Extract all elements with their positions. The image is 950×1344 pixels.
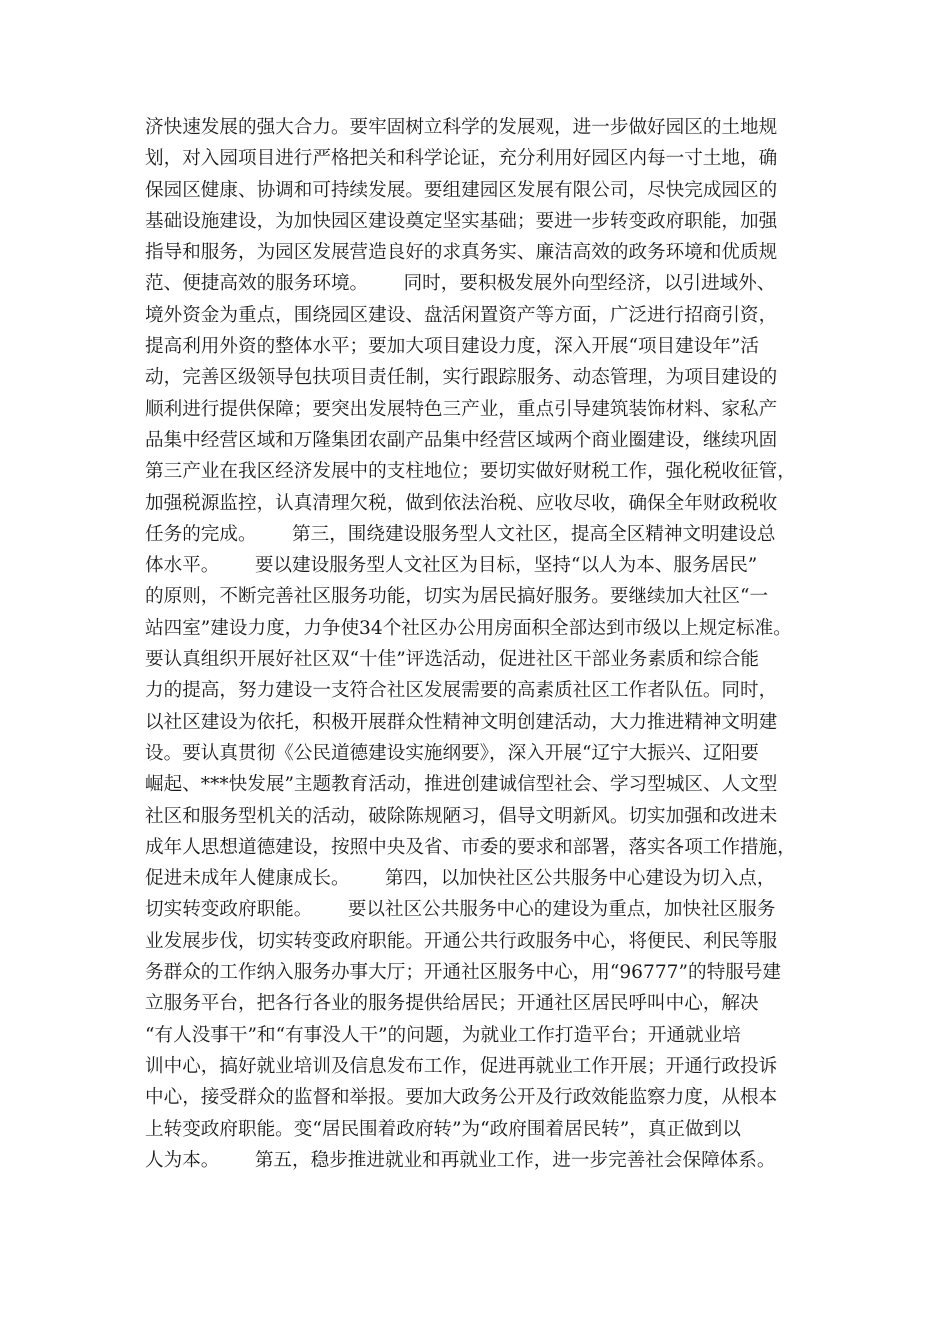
text-line: 济快速发展的强大合力。要牢固树立科学的发展观，进一步做好园区的土地规 — [145, 117, 778, 138]
text-line: 顺利进行提供保障；要突出发展特色三产业，重点引导建筑装饰材料、家私产 — [145, 398, 778, 420]
text-line: 保园区健康、协调和可持续发展。要组建园区发展有限公司，尽快完成园区的 — [145, 179, 778, 201]
text-line: 提高利用外资的整体水平；要加大项目建设力度，深入开展“项目建设年”活 — [145, 336, 760, 358]
text-line: 人为本。 第五，稳步推进就业和再就业工作，进一步完善社会保障体系。 — [145, 1149, 776, 1171]
text-line: 动，完善区级领导包扶项目责任制，实行跟踪服务、动态管理，为项目建设的 — [145, 367, 778, 389]
text-line: 以社区建设为依托，积极开展群众性精神文明创建活动，大力推进精神文明建 — [145, 711, 778, 733]
text-line: 加强税源监控，认真清理欠税，做到依法治税、应收尽收，确保全年财政税收 — [145, 492, 778, 514]
text-line: 的原则，不断完善社区服务功能，切实为居民搞好服务。要继续加大社区“一 — [145, 586, 769, 608]
text-line: 要认真组织开展好社区双“十佳”评选活动，促进社区干部业务素质和综合能 — [145, 649, 760, 671]
text-line: 范、便捷高效的服务环境。 同时，要积极发展外向型经济，以引进域外、 — [145, 273, 776, 295]
text-line: 崛起、***快发展”主题教育活动，推进创建诚信型社会、学习型城区、人文型 — [145, 774, 778, 796]
text-line: 第三产业在我区经济发展中的支柱地位；要切实做好财税工作，强化税收征管， — [145, 461, 796, 483]
text-line: 指导和服务，为园区发展营造良好的求真务实、廉洁高效的政务环境和优质规 — [145, 242, 778, 264]
text-line: 务群众的工作纳入服务办事大厅；开通社区服务中心，用“96777”的特服号建 — [145, 962, 781, 984]
text-line: 上转变政府职能。变“居民围着政府转”为“政府围着居民转”，真正做到以 — [145, 1118, 741, 1140]
text-line: 训中心，搞好就业培训及信息发布工作，促进再就业工作开展；开通行政投诉 — [145, 1055, 778, 1077]
text-line: 中心，接受群众的监督和举报。要加大政务公开及行政效能监察力度，从根本 — [145, 1087, 778, 1109]
text-line: 任务的完成。 第三，围绕建设服务型人文社区，提高全区精神文明建设总 — [145, 523, 776, 545]
body-text — [145, 112, 815, 1176]
text-line: 社区和服务型机关的活动，破除陈规陋习，倡导文明新风。切实加强和改进未 — [145, 805, 778, 827]
text-line: 境外资金为重点，围绕园区建设、盘活闲置资产等方面，广泛进行招商引资， — [145, 304, 778, 326]
text-line: 立服务平台，把各行各业的服务提供给居民；开通社区居民呼叫中心，解决 — [145, 993, 759, 1015]
text-line: “有人没事干”和“有事没人干”的问题，为就业工作打造平台；开通就业培 — [145, 1024, 741, 1046]
text-line: 站四室”建设力度，力争使34个社区办公用房面积全部达到市级以上规定标准。 — [145, 617, 792, 639]
text-line: 成年人思想道德建设，按照中央及省、市委的要求和部署，落实各项工作措施， — [145, 836, 796, 858]
text-line: 体水平。 要以建设服务型人文社区为目标，坚持“以人为本、服务居民” — [145, 555, 758, 577]
text-line: 基础设施建设，为加快园区建设奠定坚实基础；要进一步转变政府职能，加强 — [145, 210, 778, 232]
text-line: 划，对入园项目进行严格把关和科学论证，充分利用好园区内每一寸土地，确 — [145, 148, 778, 170]
text-line: 力的提高，努力建设一支符合社区发展需要的高素质社区工作者队伍。同时， — [145, 680, 778, 702]
text-line: 切实转变政府职能。 要以社区公共服务中心的建设为重点，加快社区服务 — [145, 899, 776, 921]
text-line: 业发展步伐，切实转变政府职能。开通公共行政服务中心，将便民、利民等服 — [145, 930, 778, 952]
text-line: 设。要认真贯彻《公民道德建设实施纲要》，深入开展“辽宁大振兴、辽阳要 — [145, 742, 759, 764]
text-line: 促进未成年人健康成长。 第四，以加快社区公共服务中心建设为切入点， — [145, 868, 776, 890]
text-line: 品集中经营区域和万隆集团农副产品集中经营区域两个商业圈建设，继续巩固 — [145, 429, 778, 451]
